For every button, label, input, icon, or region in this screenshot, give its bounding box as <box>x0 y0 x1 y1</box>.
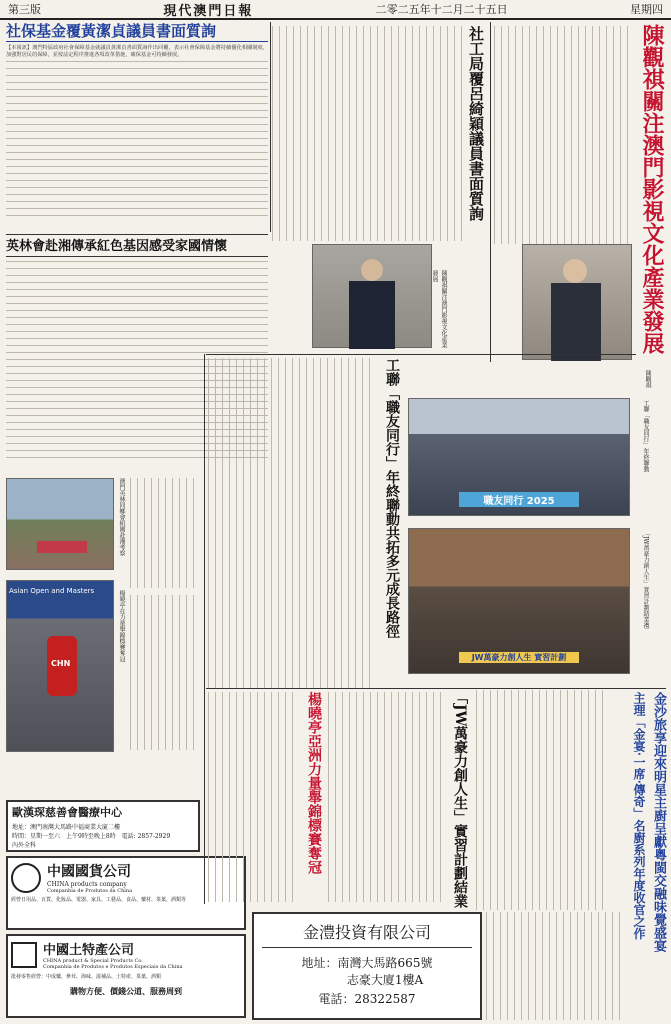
section-rule-2 <box>206 354 636 355</box>
china-products-logo-icon <box>11 863 41 893</box>
clinic-ad <box>6 800 200 852</box>
china-products-name-en: CHINA products company <box>47 881 127 888</box>
tourism-headline: 陳觀祺關注澳門影視文化產業發展 <box>639 24 665 354</box>
china-native-ad <box>6 934 246 1018</box>
social-fund-article <box>6 22 268 232</box>
page-number: 第三版 <box>8 3 41 16</box>
section-rule-3 <box>206 688 666 689</box>
jw-caption: 「JW萬豪力創人生」實習計劃結業禮 <box>642 530 649 629</box>
tourism-body-filler <box>494 26 634 244</box>
person-photo <box>312 244 432 348</box>
union-banner: 職友同行 2025 <box>459 492 579 507</box>
sports-article-filler <box>208 692 298 902</box>
jw-body-filler <box>476 690 606 910</box>
ying-choi-photo-1 <box>6 478 114 570</box>
labour-caption: 陳觀祺關注澳門影視文化產業發展 <box>431 270 447 348</box>
section-rule-1 <box>6 234 268 235</box>
sports-body-filler <box>130 595 200 750</box>
sands-headline: 金沙旅享迎來明星主廚呈獻粵閩交融味覺盛宴 <box>651 692 666 952</box>
investment-name: 金澧投資有限公司 <box>262 920 472 948</box>
union-headline: 工聯「職友同行」年終聯動共拓多元成長路徑 <box>384 358 400 638</box>
clinic-address: 地址：澳門南灣大馬路中福商業大廈二樓 <box>12 824 121 831</box>
china-products-name-pt: Companhia de Produtos da China <box>47 888 133 894</box>
china-native-name-en: CHINA product & Special Products Co. <box>43 958 143 964</box>
labour-body-filler <box>272 26 462 241</box>
sports-banner: Asian Open and Masters <box>9 587 95 595</box>
investment-phone: 電話：28322587 <box>318 992 416 1006</box>
tourism-caption: 陳觀祺 <box>644 370 651 388</box>
newspaper-name: 現代澳門日報 <box>163 3 254 19</box>
investment-ad <box>252 912 482 1020</box>
weekday: 星期四 <box>630 3 663 16</box>
clinic-title: 歐漢琛慈善會醫療中心 <box>12 806 122 819</box>
ying-choi-headline: 英林會赴湘傳承紅色基因感受家國情懷 <box>6 238 268 257</box>
social-fund-headline: 社保基金覆黃潔貞議員書面質詢 <box>6 22 268 42</box>
union-caption: 工聯「職友同行」年終聯動 <box>642 400 649 472</box>
clinic-dept: 內外全科 <box>12 842 37 849</box>
investment-address-2: 志豪大廈1樓A <box>346 973 424 987</box>
ying-choi-continued-filler <box>130 478 200 588</box>
china-native-details: 批發零售經營：中成藥、參茸、海味、滋補品、土特產、茶葉、酒類 <box>11 974 162 980</box>
clinic-hours: 時間：星期一至六 上午9時至晚上8時 電話: 2857-2929 <box>12 833 171 840</box>
sports-article-filler-2 <box>328 692 444 902</box>
sports-headline: 楊曉亭亞洲力量舉錦標賽奪冠 <box>306 692 322 874</box>
issue-date: 二零二五年十二月二十五日 <box>375 3 508 16</box>
china-native-name-pt: Companhia de Produtos e Produtos Especiais da China <box>43 964 183 970</box>
sands-body-filler <box>486 912 626 1020</box>
jw-headline: 「JW萬豪力創人生」實習計劃結業 <box>452 690 468 909</box>
investment-address-label: 地址： <box>301 956 338 970</box>
column-rule-1 <box>270 22 271 232</box>
jw-photo <box>408 528 630 674</box>
china-native-logo-icon <box>11 942 37 968</box>
china-native-name-cn: 中國土特產公司 <box>43 943 135 958</box>
sands-subhead: 主理「金宴‧一席‧傳奇」名廚系列年度收官之作 <box>632 692 646 940</box>
jw-banner: JW萬豪力創人生 實習計劃 <box>459 652 579 663</box>
sports-caption: 楊曉亭在力量舉錦標賽奪冠 <box>118 590 125 662</box>
social-fund-body-filler <box>6 61 268 221</box>
investment-address-1: 南灣大馬路665號 <box>337 956 433 970</box>
sports-jersey-text: CHN <box>51 659 71 668</box>
column-rule-3 <box>204 354 205 904</box>
union-body-filler <box>208 358 374 688</box>
column-rule-2 <box>490 22 491 362</box>
masthead <box>0 0 671 20</box>
china-products-name-cn: 中國國貨公司 <box>47 864 131 880</box>
union-photo <box>408 398 630 516</box>
ying-choi-caption-1: 澳門英林同鄉會組團赴湘考察 <box>118 478 125 556</box>
sports-photo <box>6 580 114 752</box>
china-products-details: 經營日用品、百貨、化妝品、電器、家具、工藝品、食品、藥材、茶葉、酒類等 <box>11 897 187 903</box>
labour-headline: 社工局覆呂綺穎議員書面質詢 <box>467 26 485 221</box>
tourism-photo <box>522 244 632 360</box>
social-fund-body: 【本報訊】澳門特區政府社會保障基金就議員黃潔貞書面質詢作出回覆，表示社會保障基金將持續優化相關制度，加強對居民的保障，並按法定程序推進各項改革措施，確保基金可持續發展。 <box>6 45 268 58</box>
china-native-slogan: 購物方便、價錢公道、服務周到 <box>70 986 182 996</box>
